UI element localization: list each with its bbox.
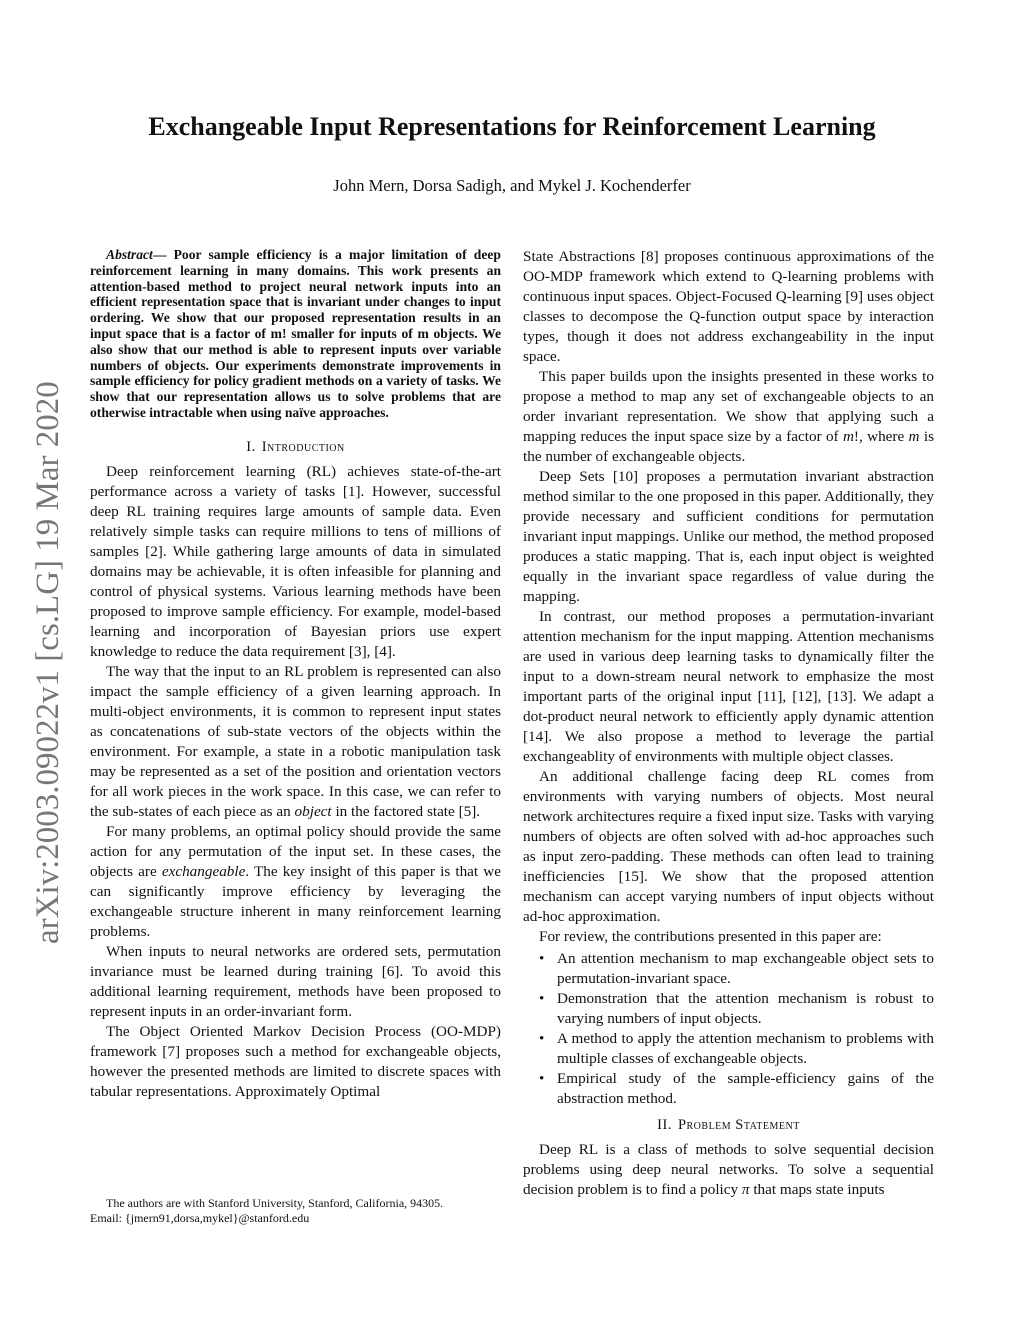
abstract-text: — Poor sample efficiency is a major limitation of deep reinforcement learning in many domains. This work presents an attention-based method to project neural network inputs into an efficient representation space that is invariant under changes to input ordering. We show that our proposed representation results in an input space that is a factor of m! smaller for inputs of m objects. We also show that our method is able to represent inputs over variable numbers of objects. Our experiments demonstrate improvements in sample efficiency for policy gradient methods on a variety of tasks. We show that our representation allows us to solve problems that are otherwise intractable when using naïve approaches. <box>90 247 501 420</box>
list-item: • An attention mechanism to map exchangeable object sets to permutation-invariant space. <box>557 949 934 989</box>
intro-paragraph-8: Deep Sets [10] proposes a permutation invariant abstraction method similar to the one proposed in this paper. Additionally, they provide necessary and sufficient conditions for permutation invariant input mappings. Unlike our method, the method proposed produces a static mapping. That is, each input object is weighted equally in the invariant space regardless of value during the mapping. <box>523 468 934 605</box>
intro-paragraph-3: For many problems, an optimal policy should provide the same action for any permutation of the input set. In these cases, the objects are exchangeable. The key insight of this paper is that we can significantly improve efficiency by leveraging the exchangeable structure inherent in many reinforcement learning problems. <box>90 822 501 940</box>
section-heading-introduction: I. Introduction <box>246 438 345 455</box>
left-column <box>90 247 501 1102</box>
intro-paragraph-6: State Abstractions [8] proposes continuous approximations of the OO-MDP framework which extend to Q-learning problems with continuous input spaces. Object-Focused Q-learning [9] uses object classes to decompose the Q-function output space by interaction types, though it does not address exchangeability in the input space. <box>523 248 934 365</box>
intro-paragraph-7: This paper builds upon the insights presented in these works to propose a method to map any set of exchangeable objects to an order invariant representation. We show that applying such a mapping reduces the input space size by a factor of m!, where m is the number of exchangeable objects. <box>523 368 934 465</box>
arxiv-identifier: arXiv:2003.09022v1 [cs.LG] 19 Mar 2020 <box>30 381 66 944</box>
paper-authors: John Mern, Dorsa Sadigh, and Mykel J. Kochenderfer <box>333 176 691 195</box>
list-item: • Empirical study of the sample-efficiency gains of the abstraction method. <box>557 1069 934 1109</box>
contributions-list <box>523 949 934 1109</box>
section-heading-problem-statement: II. Problem Statement <box>657 1117 800 1133</box>
intro-paragraph-2: The way that the input to an RL problem is represented can also impact the sample efficiency of a given learning approach. In multi-object environments, it is common to represent input states as concatenations of sub-state vectors of the objects within the environment. For example, a state in a robotic manipulation task may be represented as a set of the position and orientation vectors for all work pieces in the work space. In this case, we can refer to the sub-states of each piece as an object in the factored state [5]. <box>90 662 501 820</box>
footnote <box>90 1196 501 1226</box>
list-item: • A method to apply the attention mechanism to problems with multiple classes of exchangeable objects. <box>557 1029 934 1069</box>
intro-paragraph-4: When inputs to neural networks are ordered sets, permutation invariance must be learned during training [6]. To avoid this additional learning requirement, methods have been proposed to represent inputs in an order-invariant form. <box>90 942 501 1020</box>
list-item: • Demonstration that the attention mechanism is robust to varying numbers of input objects. <box>557 989 934 1029</box>
intro-paragraph-9: In contrast, our method proposes a permutation-invariant attention mechanism for the input mapping. Attention mechanisms are used in various deep learning tasks to dynamically filter the input to a down-stream neural network to emphasize the most important parts of the original input [11], [12], [13]. We adapt a dot-product neural network to efficiently apply dynamic attention [14]. We also propose a method to leverage the partial exchangeablity of environments with multiple object classes. <box>523 608 934 765</box>
intro-paragraph-5: The Object Oriented Markov Decision Process (OO-MDP) framework [7] proposes such a method for exchangeable objects, however the presented methods are limited to discrete spaces with tabular representations. Approximately Optimal <box>90 1022 501 1100</box>
footnote-email: Email: {jmern91,dorsa,mykel}@stanford.edu <box>90 1211 310 1225</box>
right-column <box>523 247 934 1200</box>
footnote-affiliation: The authors are with Stanford University, Stanford, California, 94305. <box>106 1196 444 1210</box>
intro-paragraph-10: An additional challenge facing deep RL comes from environments with varying numbers of objects. Most neural network architectures require a fixed input size. Tasks with varying numbers of objects are often solved with ad-hoc approaches such as input zero-padding. These methods can often lead to training inefficiencies [15]. We show that the proposed attention mechanism can accept varying numbers of input objects without ad-hoc approximation. <box>523 768 934 925</box>
abstract <box>90 247 501 421</box>
abstract-label: Abstract <box>106 247 153 262</box>
intro-paragraph-11: For review, the contributions presented in this paper are: <box>539 928 882 945</box>
intro-paragraph-1: Deep reinforcement learning (RL) achieves state-of-the-art performance across a variety of tasks [1]. However, successful deep RL training requires large amounts of sample data. Even relatively simple tasks can require millions to tens of millions of samples [2]. While gathering large amounts of data in simulated domains may be achievable, it is often infeasible for planning and control of physical systems. Various learning methods have been proposed to improve sample efficiency. For example, model-based learning and incorporation of Bayesian priors use expert knowledge to reduce the data requirement [3], [4]. <box>90 462 501 660</box>
problem-paragraph-1: Deep RL is a class of methods to solve sequential decision problems using deep neural networks. To solve a sequential decision problem is to find a policy π that maps state inputs <box>523 1141 934 1198</box>
paper-title: Exchangeable Input Representations for Reinforcement Learning <box>148 112 876 141</box>
